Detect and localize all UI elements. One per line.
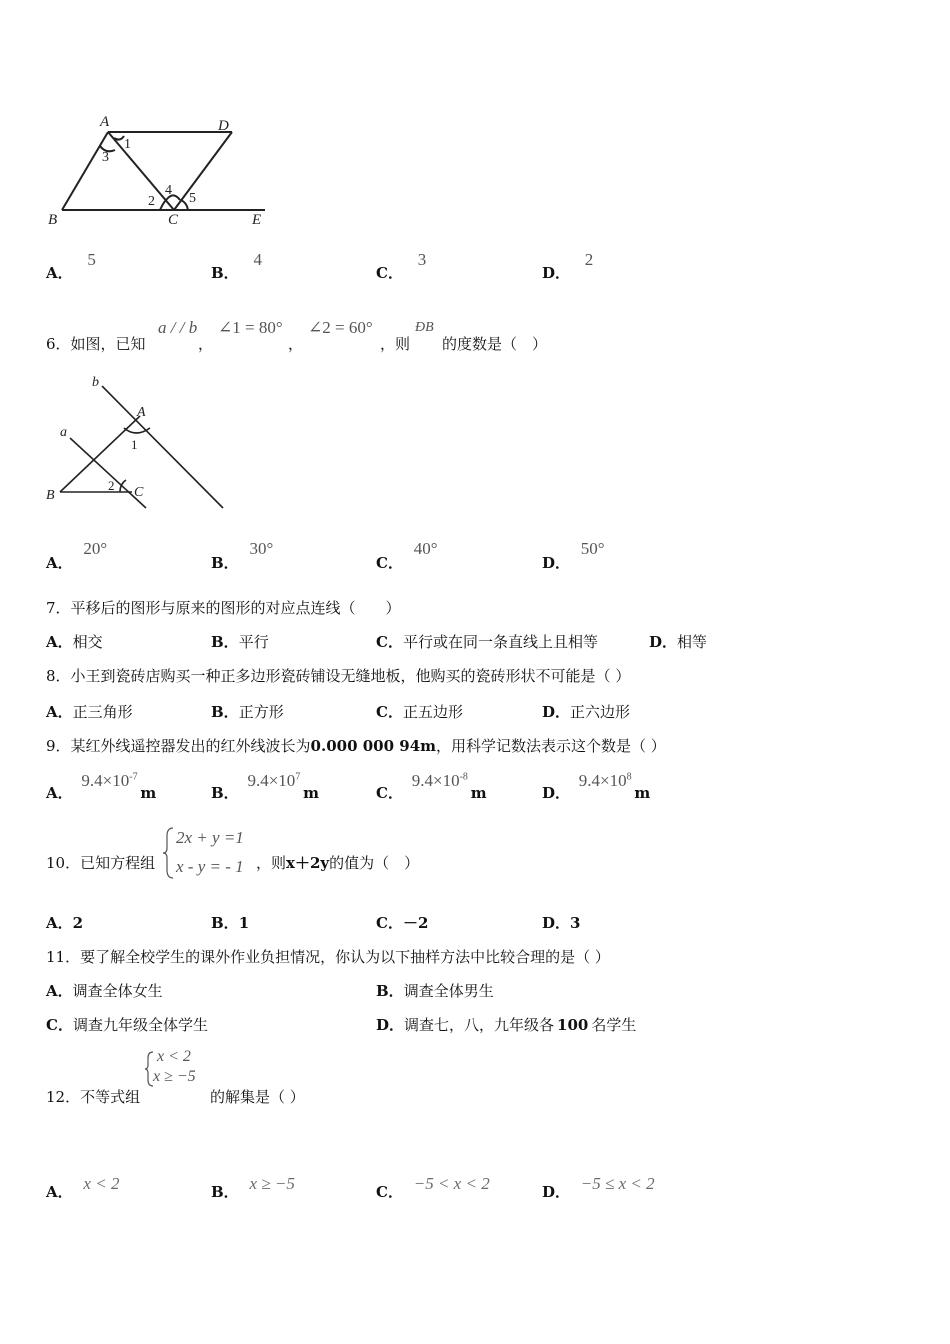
q12-ineq1: x < 2 (157, 1048, 191, 1065)
q7-option-b[interactable]: B．平行 (211, 633, 269, 651)
q6-label-b: b (92, 375, 99, 390)
label-angle-3: 3 (102, 150, 109, 165)
label-angle-2: 2 (148, 194, 155, 209)
q6-label-a: a (60, 425, 67, 440)
q7-option-d[interactable]: D．相等 (649, 633, 708, 651)
q6-label-2: 2 (108, 478, 115, 493)
q8-option-c[interactable]: C．正五边形 (376, 703, 463, 721)
q12-ineq2: x ≥ −5 (153, 1068, 196, 1085)
label-angle-4: 4 (165, 183, 172, 198)
q10-eq2: x - y = - 1 (176, 857, 244, 876)
q12-option-b[interactable]: B． x ≥ −5 (211, 1174, 295, 1201)
q9-option-c[interactable]: C． $9.4\times 10^{-8}$ m (376, 771, 487, 802)
q12-stem-b: 的解集是（ ） (210, 1088, 305, 1106)
q6-option-a[interactable]: A． 20° (46, 539, 108, 572)
q5-figure (40, 110, 280, 235)
label-angle-1: 1 (124, 137, 131, 152)
q6-stem: 6．如图，已知 (46, 335, 146, 353)
q5-option-d[interactable]: D． 2 (542, 250, 594, 282)
q6-cond-angle1: ∠1 = 80° (218, 318, 283, 337)
q8-option-a[interactable]: A．正三角形 (46, 703, 133, 721)
label-A: A (100, 114, 110, 130)
q9-option-a[interactable]: A． $9.4\times 10^{-7}$ m (46, 771, 157, 802)
label-angle-5: 5 (189, 191, 196, 206)
q6-option-c[interactable]: C． 40° (376, 539, 438, 572)
q7-stem: 7．平移后的图形与原来的图形的对应点连线（ ） (46, 599, 401, 617)
q12-stem-a: 12．不等式组 (46, 1088, 141, 1106)
q12-option-d[interactable]: D． −5 ≤ x < 2 (542, 1174, 655, 1201)
q6-figure (40, 372, 240, 512)
q5-option-b[interactable]: B． 4 (211, 250, 262, 282)
q8-stem: 8．小王到瓷砖店购买一种正多边形瓷砖铺设无缝地板，他购买的瓷砖形状不可能是（ ） (46, 667, 631, 685)
q5-option-a[interactable]: A． 5 (46, 250, 96, 282)
q11-option-a[interactable]: A．调查全体女生 (46, 982, 163, 1000)
q10-stem-b: ，则x＋2y的值为（ ） (256, 854, 420, 872)
q10-eq1: 2x + y =1 (176, 828, 244, 847)
q9-option-b[interactable]: B． $9.4\times 10^7$ m (211, 771, 319, 802)
q6-cond-parallel: a / / b (158, 318, 198, 337)
q8-option-b[interactable]: B．正方形 (211, 703, 284, 721)
q10-brace (163, 826, 175, 880)
q5-option-c[interactable]: C． 3 (376, 250, 427, 282)
q10-stem-a: 10．已知方程组 (46, 854, 156, 872)
q11-option-b[interactable]: B．调查全体男生 (376, 982, 494, 1000)
q6-angle-b: ÐB (415, 320, 434, 335)
q6-label-C: C (134, 485, 144, 500)
q11-stem: 11．要了解全校学生的课外作业负担情况，你认为以下抽样方法中比较合理的是（ ） (46, 948, 610, 966)
q10-option-b[interactable]: B．1 (211, 914, 250, 932)
label-D: D (218, 118, 229, 134)
label-C: C (168, 212, 179, 228)
q9-option-d[interactable]: D． $9.4\times 10^8$ m (542, 771, 651, 802)
q11-option-c[interactable]: C．调查九年级全体学生 (46, 1016, 208, 1034)
q6-label-A: A (137, 405, 146, 420)
q11-option-d[interactable]: D．调查七，八，九年级各 100 名学生 (376, 1016, 637, 1034)
q6-label-B: B (46, 488, 55, 503)
q6-cond-angle2: ∠2 = 60° (308, 318, 373, 337)
q6-label-1: 1 (131, 437, 138, 452)
q7-option-a[interactable]: A．相交 (46, 633, 103, 651)
label-E: E (252, 212, 262, 228)
q9-stem: 9．某红外线遥控器发出的红外线波长为0.000 000 94m，用科学记数法表示这个数是（ ） (46, 737, 666, 755)
label-B: B (48, 212, 58, 228)
q8-option-d[interactable]: D．正六边形 (542, 703, 631, 721)
q10-option-c[interactable]: C．－2 (376, 914, 429, 932)
q10-option-d[interactable]: D．3 (542, 914, 581, 932)
q12-option-a[interactable]: A． x < 2 (46, 1174, 120, 1201)
q12-option-c[interactable]: C． −5 < x < 2 (376, 1174, 490, 1201)
q6-option-d[interactable]: D． 50° (542, 539, 605, 572)
q6-option-b[interactable]: B． 30° (211, 539, 274, 572)
q7-option-c[interactable]: C．平行或在同一条直线上且相等 (376, 633, 598, 651)
q10-option-a[interactable]: A．2 (46, 914, 84, 932)
